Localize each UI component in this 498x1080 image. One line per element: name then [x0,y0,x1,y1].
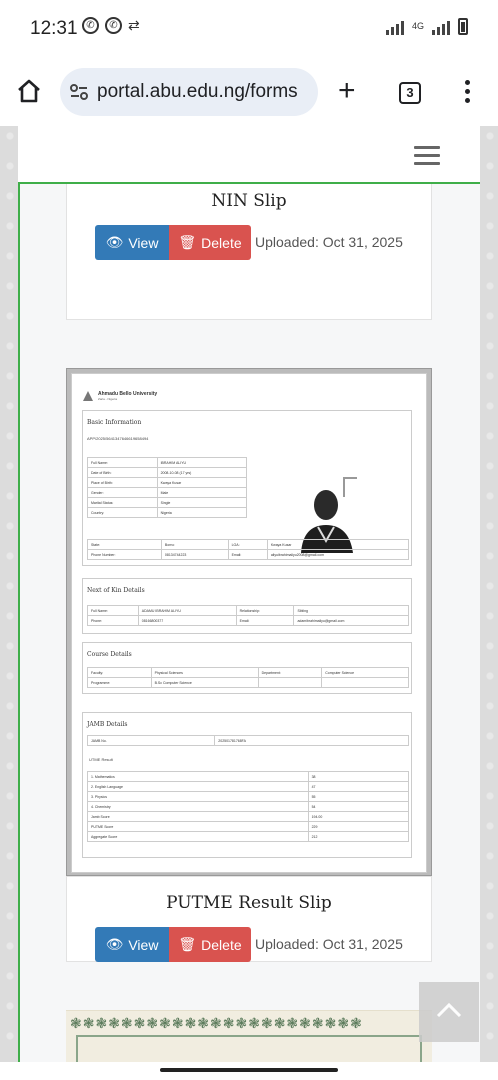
eye-icon: 👁 [105,936,124,952]
document-title: NIN Slip [211,191,287,211]
contact-table: State: Borno LGA: Kwaya Kusar Phone Number: 08134744223 Email: aliyuibrahimaliyu2008@gmail.com [87,539,409,560]
scroll-to-top-button[interactable] [419,982,479,1042]
signal-icon [432,19,450,35]
trash-icon: 🗑 [178,936,197,952]
battery-icon [458,18,468,35]
next-of-kin-section: Next of Kin Details Full Name: ADAMU IBRAHIM ALIYU Relationship: Sibling Phone: 08166800377 Email: adamibrahimaliyu@gmail.com [82,578,412,634]
eye-icon: 👁 [105,234,124,250]
tab-switcher-button[interactable]: 3 [399,82,421,104]
new-tab-icon[interactable]: + [338,74,356,107]
home-icon[interactable] [16,78,42,104]
address-bar[interactable] [60,68,318,116]
certificate-frame [76,1035,422,1062]
document-card [66,184,432,320]
kin-table: Full Name: ADAMU IBRAHIM ALIYU Relationship: Sibling Phone: 08166800377 Email: adamibrahimaliyu@gmail.com [87,605,409,626]
site-settings-icon[interactable] [68,81,90,103]
view-button[interactable]: 👁 View [95,927,169,962]
university-header: Ahmadu Bello University Zaria - Nigeria [82,390,157,402]
document-card [66,876,432,962]
trash-icon: 🗑 [178,234,197,250]
course-section: Course Details Faculty: Physical Sciences Department: Computer Science Programme: B.Sc Computer Science [82,642,412,694]
more-options-icon[interactable] [465,80,471,104]
basic-info-table: Full Name: IBRAHIM ALIYU Date of Birth: 2008-10-08 (17 yrs) Place of Birth: Kwaya Kusar Gender: Male Marital Status: Single Country: Nigeria [87,457,247,518]
browser-toolbar [0,58,498,126]
system-icons [386,18,468,35]
document-preview[interactable] [66,368,432,876]
view-button[interactable]: 👁 View [95,225,169,260]
delete-button[interactable]: 🗑 Delete [169,927,251,962]
university-logo-icon [82,390,94,402]
document-sheet [71,373,427,873]
certificate-preview[interactable] [66,1010,432,1062]
status-bar [0,0,498,58]
signal-icon [386,19,404,35]
whatsapp-icon: ✆ [82,17,99,34]
basic-info-section: Basic Information APP/2025/5641347646619658494 Full Name: IBRAHIM ALIYU Date of Birth: 2008-10-08 (17 yrs) Place of Birth: Kwaya Kusar Gender: Male Marital Status: Single Country: Nigeria State: Borno LGA: Kwaya Kusar Phone Number: 08134744223 Email: aliyuibrahimaliyu2008@gmail.com [82,410,412,566]
home-gesture-pill[interactable] [160,1068,338,1072]
documents-content [18,184,480,1062]
delete-button[interactable]: 🗑 Delete [169,225,251,260]
certificate-border-pattern: ❃❃❃❃❃❃❃❃❃❃❃❃❃❃❃❃❃❃❃❃❃❃❃ [70,1015,363,1031]
network-type: 4G [411,21,424,31]
upload-date: Uploaded: Oct 31, 2025 [255,936,403,952]
whatsapp-icon: ✆ [105,17,122,34]
upload-date: Uploaded: Oct 31, 2025 [255,234,403,250]
data-saver-icon: ⇄ [128,17,140,33]
notification-icons [82,17,140,34]
jamb-section: JAMB Details JAMB No. 202501781768FA UTME Result 1. Mathematics 38 2. English Language 47 3. Physics 55 4. Chemistry 54 Jamb Score 194.00 PUTME Score 229 Aggregate Score 212 [82,712,412,858]
site-header [18,126,480,184]
chevron-up-icon [435,1000,463,1020]
document-title: PUTME Result Slip [166,893,332,913]
url-text: portal.abu.edu.ng/forms [97,81,298,102]
course-table: Faculty: Physical Sciences Department: Computer Science Programme: B.Sc Computer Science [87,667,409,688]
gesture-bar [0,1062,498,1080]
utme-table: 1. Mathematics 38 2. English Language 47 3. Physics 55 4. Chemistry 54 Jamb Score 194.00 PUTME Score 229 Aggregate Score 212 [87,771,409,842]
status-time: 12:31 [30,18,78,39]
menu-icon[interactable] [414,146,440,170]
jamb-table: JAMB No. 202501781768FA [87,735,409,746]
